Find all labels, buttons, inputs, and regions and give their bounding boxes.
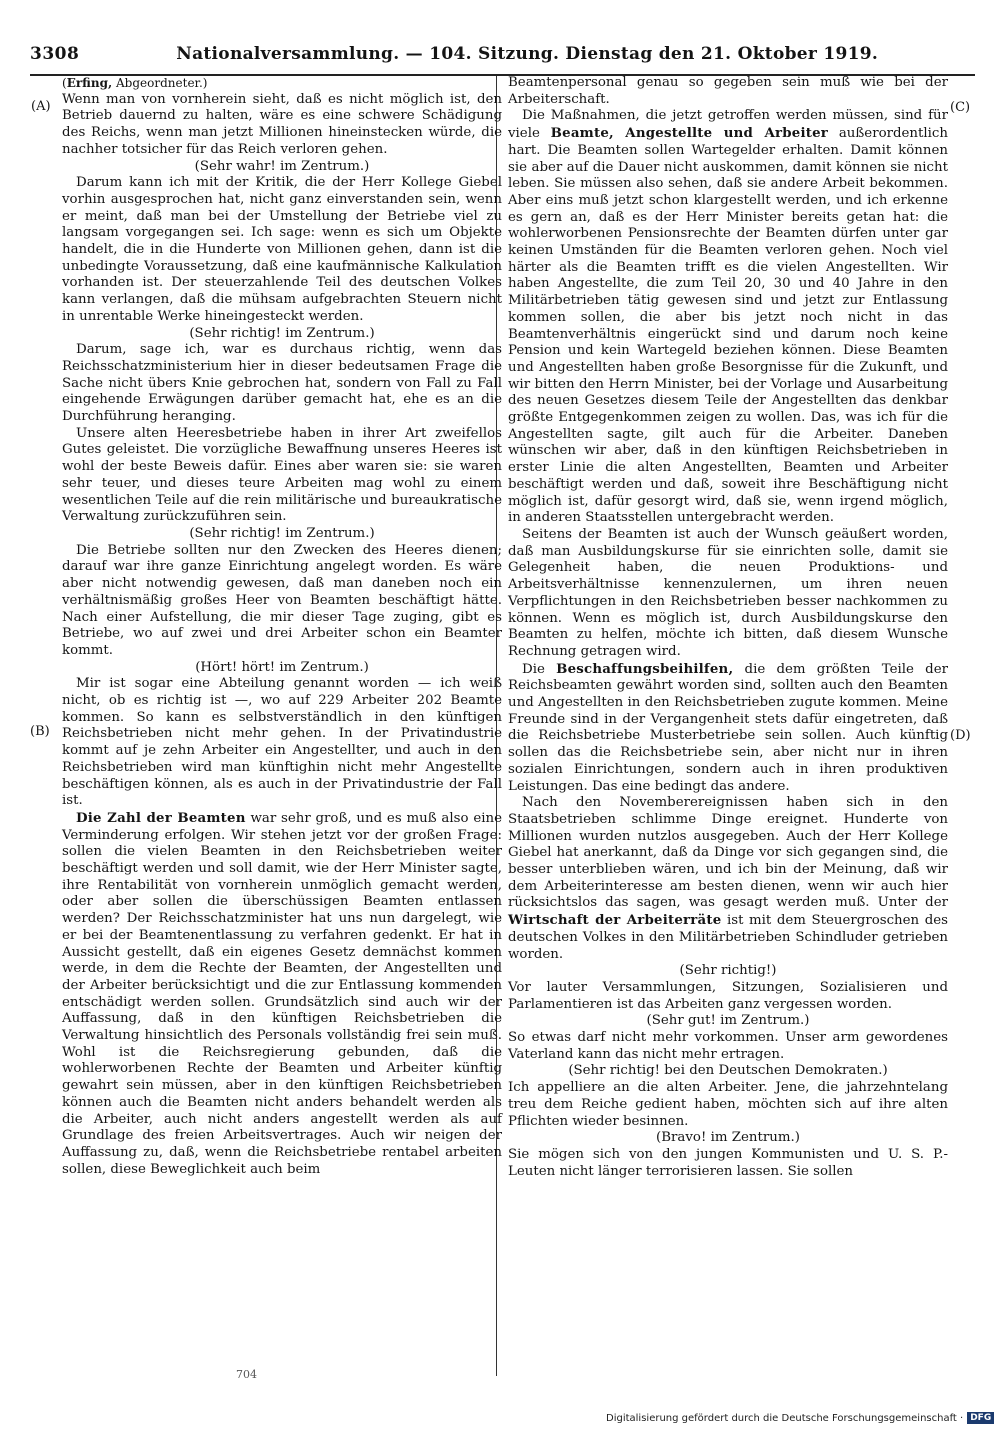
paragraph: Ich appelliere an die alten Arbeiter. Jene, die jahrzehntelang treu dem Reiche gedient haben, möchten sich auf ihre alten Pflichten wieder besinnen. (508, 1080, 948, 1129)
speaker-role: Abgeordneter.) (116, 76, 208, 90)
reaction: (Sehr gut! im Zentrum.) (646, 1013, 810, 1029)
paragraph: Mir ist sogar eine Abteilung genannt worden — ich weiß nicht, ob es richtig ist —, wo auf 229 Arbeiter 202 Beamte kommen. So kann es selbstverständlich in den künftigen Reichsbetrieben nicht mehr gehen. In der Privatindustrie kommt auf je zehn Arbeiter ein Angestellter, und auch in den Reichsbetrieben wird man künftighin nicht mehr Angestellte beschäftigen können, als es auch in der Privatindustrie der Fall ist. (62, 676, 502, 809)
paragraph: Die Betriebe sollten nur den Zwecken des Heeres dienen; darauf war ihre ganze Einrichtung angelegt worden. Es wäre aber nicht notwendig gewesen, daß man daneben noch ein verhältnismäßig großes Heer von Beamten beschäftigt hätte. Nach einer Aufstellung, die mir dieser Tage zuging, gibt es Betriebe, wo auf zwei und drei Arbeiter schon ein Beamter kommt. (62, 542, 502, 658)
reaction: (Hört! hört! im Zentrum.) (195, 659, 369, 675)
reaction: (Sehr richtig!) (679, 963, 777, 979)
paragraph: Vor lauter Versammlungen, Sitzungen, Sozialisieren und Parlamentieren ist das Arbeiten ganz vergessen worden. (508, 979, 948, 1012)
reaction: (Sehr richtig! im Zentrum.) (189, 525, 375, 541)
margin-marker-b: (B) (30, 724, 50, 739)
margin-marker-d: (D) (950, 728, 971, 743)
sheet-number: 704 (236, 1368, 257, 1381)
paragraph: Die Beschaffungsbeihilfen, die dem größten Teile der Reichsbeamten gewährt worden sind, sollten auch den Beamten und Angestellten in den Reichsbetrieben zugute kommen. Meine Freunde sind in der Vergangenheit stets dafür eingetreten, daß die Reichsbetriebe Musterbetriebe sein sollen. Auch künftig sollen das die Reichsbetriebe sein, aber nicht nur in ihren sozialen Einrichtungen, sondern auch in ihren produktiven Leistungen. Das eine bedingt das andere. (508, 660, 948, 794)
paragraph: Seitens der Beamten ist auch der Wunsch geäußert worden, daß man Ausbildungskurse für sie einrichten solle, damit sie Gelegenheit haben, die neuen Produktions- und Arbeitsverhältnisse kennenzulernen, um ihren neuen Verpflichtungen in den Reichsbetrieben besser nachkommen zu können. Wenn es möglich ist, durch Ausbildungskurse den Beamten zu helfen, möchte ich bitten, daß diesem Wunsche Rechnung getragen wird. (508, 526, 948, 659)
speaker-name: Erfing, (66, 76, 113, 90)
paragraph: Darum kann ich mit der Kritik, die der Herr Kollege Giebel vorhin ausgesprochen hat, nicht ganz einverstanden sein, wenn er meint, daß man bei der Umstellung der Betriebe viel zu langsam vorgegangen sei. Ich sage: wenn es sich um Objekte handelt, die in die Hunderte von Millionen gehen, dann ist die unbedingte Voraussetzung, daß eine kaufmännische Kalkulation vorhanden ist. Der steuerzahlende Teil des deutschen Volkes kann verlangen, daß die mühsam aufgebrachten Steuern nicht in unrentable Werke hineingesteckt werden. (62, 175, 502, 324)
paragraph: Die Zahl der Beamten war sehr groß, und es muß also eine Verminderung erfolgen. Wir stehen jetzt vor der großen Frage: sollen die vielen Beamten in den Reichsbetrieben weiter beschäftigt werden und soll damit, wie der Herr Minister sagte, ihre Rentabilität von vornherein unmöglich gemacht werden, oder aber sollen die überschüssigen Beamten entlassen werden? Der Reichsschatzminister hat uns nun dargelegt, wie er bei der Beamtenentlassung zu verfahren gedenkt. Er hat in Aussicht gestellt, daß ein eigenes Gesetz demnächst kommen werde, in dem die Rechte der Beamten, der Angestellten und der Arbeiter berücksichtigt und die zur Entlassung kommenden entschädigt werden sollen. Grundsätzlich sind auch wir der Auffassung, daß in den künftigen Reichsbetrieben die Verwaltung hinsichtlich des Personals vollständig frei sein muß. Wohl ist die Reichsregierung gebunden, daß die wohlerworbenen Rechte der Beamten und Arbeiter künftig gewahrt sein müssen, aber in den künftigen Reichsbetrieben können auch die Beamten nicht anders behandelt werden als die Arbeiter, auch nicht anders angestellt werden als auf Grundlage des freien Arbeitsvertrages. Auch wir neigen der Auffassung zu, daß, wenn die Reichsbetriebe rentabel arbeiten sollen, diese Beweglichkeit auch beim (62, 809, 502, 1177)
reaction: (Sehr wahr! im Zentrum.) (194, 158, 370, 174)
digitization-credit (606, 1412, 994, 1424)
credit-text: Digitalisierung gefördert durch die Deutsche Forschungsgemeinschaft · (606, 1412, 964, 1424)
paragraph: Unsere alten Heeresbetriebe haben in ihrer Art zweifellos Gutes geleistet. Die vorzügliche Bewaffnung unseres Heeres ist wohl der beste Beweis dafür. Eines aber waren sie: sie waren sehr teuer, und dieses teure Arbeiten mag wohl zu einem wesentlichen Teile auf die rein militärische und bureaukratische Verwaltung zurückzuführen sein. (62, 425, 502, 525)
paragraph: Die Maßnahmen, die jetzt getroffen werden müssen, sind für viele Beamte, Angestellte und Arbeiter außerordentlich hart. Die Beamten sollen Wartegelder erhalten. Damit können sie aber auf die Dauer nicht auskommen, damit können sie nicht leben. Sie müssen also sehen, daß sie andere Arbeit bekommen. Aber eins muß jetzt schon klargestellt werden, und ich erkenne es gern an, daß es der Herr Minister bereits getan hat: die wohlerworbenen Pensionsrechte der Beamten dürfen unter gar keinen Umständen für die Beamten verloren gehen. Noch viel härter als die Beamten trifft es die vielen Angestellten. Wir haben Angestellte, die zum Teil 20, 30 und 40 Jahre in den Militärbetrieben tätig gewesen sind und jetzt zur Entlassung kommen sollen, die aber bis jetzt noch nicht in das Beamtenverhältnis eingerückt sind und darum noch keine Pension und kein Wartegeld beziehen können. Diese Beamten und Angestellten haben große Besorgnisse für die Zukunft, und wir bitten den Herrn Minister, bei der Vorlage und Ausarbeitung des neuen Gesetzes diesem Teile der Angestellten das denkbar größte Entgegenkommen zeigen zu wollen. Das, was ich für die Angestellten sagte, gilt auch für die Arbeiter. Daneben wünschen wir aber, daß in den künftigen Reichsbetrieben in erster Linie die alten Angestellten, Beamten und Arbeiter beschäftigt werden und daß, soweit ihre Beschäftigung nicht möglich ist, dafür gesorgt wird, daß sie, wenn irgend möglich, in anderen Staatsstellen untergebracht werden. (508, 108, 948, 526)
reaction: (Sehr richtig! bei den Deutschen Demokraten.) (568, 1063, 888, 1079)
reaction: (Sehr richtig! im Zentrum.) (189, 325, 375, 341)
paragraph: Nach den Novemberereignissen haben sich in den Staatsbetrieben schlimme Dinge ereignet. Hunderte von Millionen wurden nutzlos ausgegeben. Auch der Herr Kollege Giebel hat anerkannt, daß da Dinge vor sich gegangen sind, die besser unterblieben wären, und ich bin der Meinung, daß wir dem Arbeiterinteresse am besten dienen, wenn wir auch hier rücksichtslos das sagen, was gesagt werden muß. Unter der Wirtschaft der Arbeiterräte ist mit dem Steuergroschen des deutschen Volkes in den Militärbetrieben Schindluder getrieben worden. (508, 795, 948, 962)
reaction: (Bravo! im Zentrum.) (656, 1130, 800, 1146)
emphasis: Wirtschaft der Arbeiterräte (508, 912, 722, 929)
paragraph: Darum, sage ich, war es durchaus richtig, wenn das Reichsschatzministerium hier in dieser bedeutsamen Frage die Sache nicht übers Knie gebrochen hat, sondern von Fall zu Fall eingehende Erwägungen darüber gemacht hat, ehe es an die Durchführung heranging. (62, 342, 502, 425)
emphasis: Beschaffungsbeihilfen, (556, 660, 734, 677)
paragraph: Beamtenpersonal genau so gegeben sein muß wie bei der Arbeiterschaft. (508, 75, 948, 107)
paragraph: Sie mögen sich von den jungen Kommunisten und U. S. P.-Leuten nicht länger terrorisieren lassen. Sie sollen (508, 1147, 948, 1179)
page-header (30, 44, 975, 76)
emphasis: Die Zahl der Beamten (76, 809, 246, 826)
speaker-line: (Erfing, Abgeordneter.) (62, 76, 208, 90)
page-number: 3308 (30, 44, 80, 64)
page-title: Nationalversammlung. — 104. Sitzung. Dienstag den 21. Oktober 1919. (176, 44, 879, 64)
left-column (62, 75, 502, 1178)
right-column (508, 75, 948, 1180)
emphasis: Beamte, Angestellte und Arbeiter (550, 125, 829, 142)
margin-marker-c: (C) (950, 100, 971, 115)
paragraph: Wenn man von vornherein sieht, daß es nicht möglich ist, den Betrieb dauernd zu halten, wäre es eine schwere Schädigung des Reichs, wenn man jetzt Millionen hineinstecken würde, die nachher totsicher für das Reich verloren gehen. (62, 91, 502, 157)
dfg-logo-icon: DFG (967, 1412, 994, 1424)
paragraph: So etwas darf nicht mehr vorkommen. Unser arm gewordenes Vaterland kann das nicht mehr ertragen. (508, 1030, 948, 1062)
margin-marker-a: (A) (31, 99, 51, 114)
